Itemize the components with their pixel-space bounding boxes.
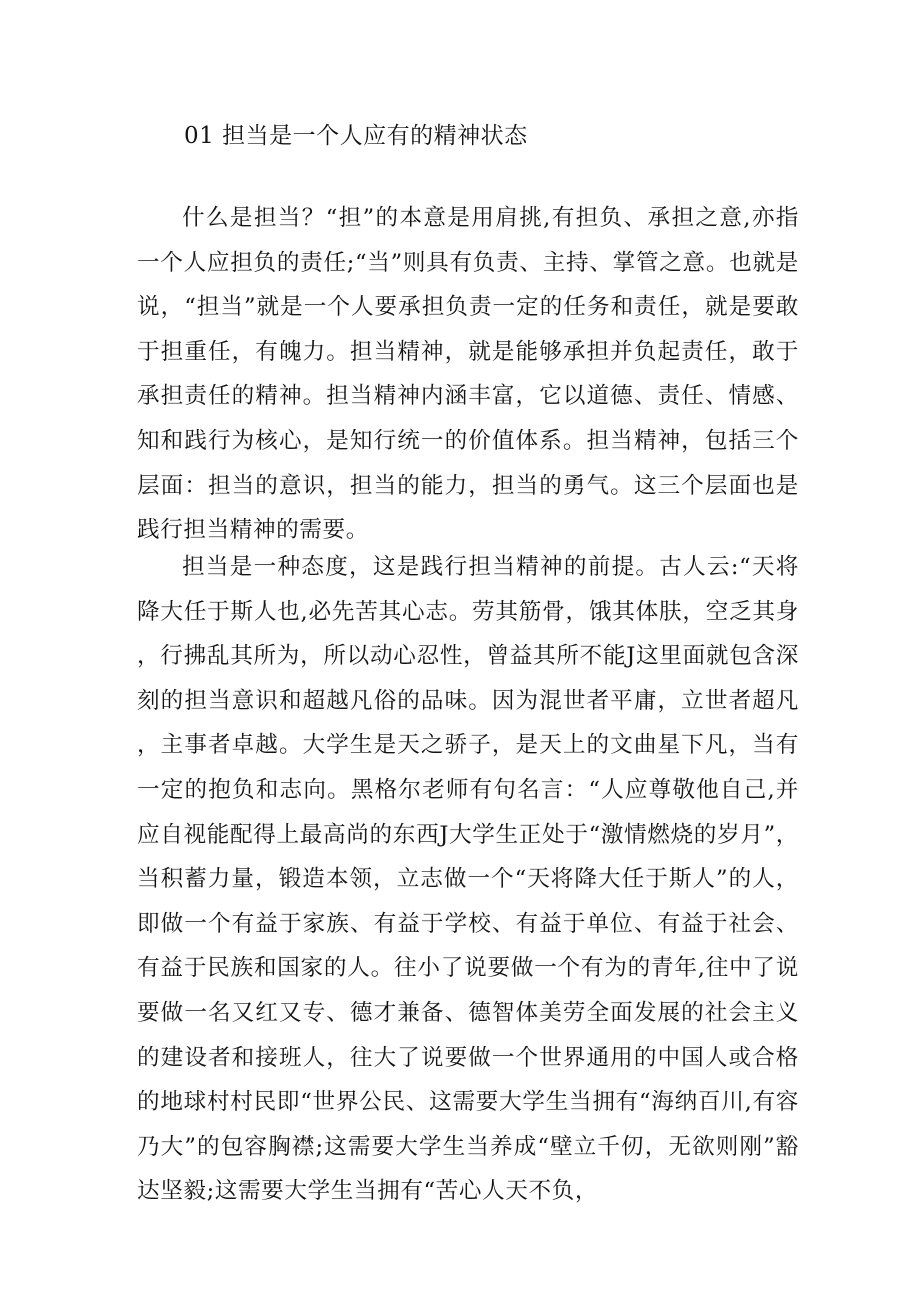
paragraph-attitude: 担当是一种态度，这是践行担当精神的前提。古人云:“天将降大任于斯人也,必先苦其心志。劳其筋骨，饿其体肤，空乏其身，行拂乱其所为，所以动心忍性，曾益其所不能J这里面就包含深刻的担当意识和超越凡俗的品味。因为混世者平庸，立世者超凡，主事者卓越。大学生是天之骄子，是天上的文曲星下凡，当有一定的抱负和志向。黑格尔老师有句名言：“人应尊敬他自己,并应自视能配得上最高尚的东西J大学生正处于“激情燃烧的岁月”，当积蓄力量，锻造本领，立志做一个“天将降大任于斯人”的人，即做一个有益于家族、有益于学校、有益于单位、有益于社会、有益于民族和国家的人。往小了说要做一个有为的青年,往中了说要做一名又红又专、德才兼备、德智体美劳全面发展的社会主义的建设者和接班人，往大了说要做一个世界通用的中国人或合格的地球村村民即“世界公民、这需要大学生当拥有“海纳百川,有容乃大”的包容胸襟;这需要大学生当养成“壁立千仞，无欲则刚”豁达坚毅;这需要大学生当拥有“苦心人天不负， <box>137 554 799 1205</box>
paragraph-definition: 什么是担当？“担”的本意是用肩挑,有担负、承担之意,亦指一个人应担负的责任;“当”则具有负责、主持、掌管之意。也就是说，“担当”就是一个人要承担负责一定的任务和责任，就是要敢于担重任，有魄力。担当精神，就是能够承担并负起责任，敢于承担责任的精神。担当精神内涵丰富，它以道德、责任、情感、知和践行为核心，是知行统一的价值体系。担当精神，包括三个层面：担当的意识，担当的能力，担当的勇气。这三个层面也是践行担当精神的需要。 <box>137 205 799 544</box>
section-heading: 01 担当是一个人应有的精神状态 <box>184 123 528 149</box>
